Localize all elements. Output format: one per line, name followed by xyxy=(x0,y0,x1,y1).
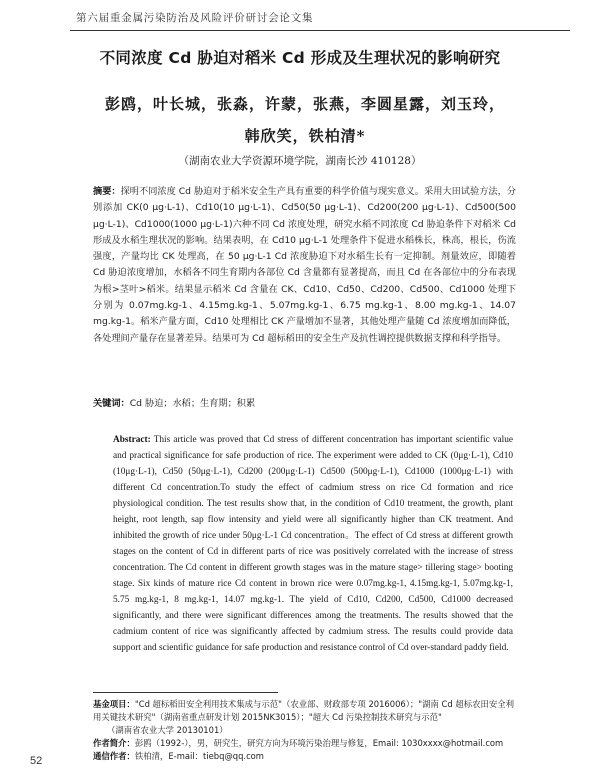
authors-line-1: 彭鸥，叶长城，张淼，许蒙，张燕，李圆星露，刘玉玲， xyxy=(104,95,505,113)
running-header-text: 第六届重金属污染防治及风险评价研讨会论文集 xyxy=(76,12,314,24)
chinese-keywords xyxy=(93,395,516,409)
fund-label: 基金项目： xyxy=(93,699,135,709)
author-footnote xyxy=(93,737,516,750)
contact-email[interactable]: tiebq@qq.com xyxy=(203,751,264,761)
en-abstract-text: This article was proved that Cd stress of different concentration has important scientific value and practical significance for safe production of rice. The experiment were added to CK (0μg·L-1), Cd10 (10μg·L-1), Cd50 (50μg·L-1), Cd200 (200μg·L-1) Cd500 (500μg·L-1), Cd1000 (1000μg·L-1) with different Cd concentration.To study the effect of cadmium stress on rice Cd formation and rice physiological condition. The test results show that, in the condition of Cd10 treatment, the growth, plant height, root length, sap flow intensity and yield were all significantly higher than CK treatment. And inhibited the growth of rice under 50μg·L-1 Cd concentration。The effect of Cd stress at different growth stages on the content of Cd in different parts of rice was positively correlated with the increase of stress concentration. The Cd content in different growth stages was in the mature stage> tillering stage> booting stage. Six kinds of mature rice Cd content in brown rice were 0.07mg.kg-1, 4.15mg.kg-1, 5.07mg.kg-1, 5.75 mg.kg-1, 8 mg.kg-1, 14.07 mg.kg-1. The yield of Cd10, Cd200, Cd500, Cd1000 decreased significantly, and there were significant differences among the treatments. The results showed that the cadmium content of rice was significantly affected by cadmium stress. The results could provide data support and scientific guidance for safe production and resistance control of Cd over-standard paddy field. xyxy=(113,435,513,653)
affiliation: （湖南农业大学资源环境学院，湖南长沙 410128） xyxy=(178,155,422,167)
author-email[interactable]: 1030xxxx@hotmail.com xyxy=(401,738,504,748)
contact-footnote xyxy=(93,750,516,763)
fund-text: "Cd 超标稻田安全利用技术集成与示范"（农业部、财政部专项 2016006）；"湖南 Cd 超标农田安全利用关键技术研究"（湖南省重点研发计划 2015NK3015）；"超大 Cd 污染控制技术研究与示范" xyxy=(93,699,515,722)
header-rule xyxy=(70,30,570,31)
contact-label: 通信作者： xyxy=(93,751,135,761)
cn-abstract-text: 探明不同浓度 Cd 胁迫对于稻米安全生产具有重要的科学价值与现实意义。采用大田试验方法，分别添加 CK(0 μg·L-1)、Cd10(10 μg·L-1)、Cd50(50 μg·L-1)、Cd200(200 μg·L-1)、Cd500(500 μg·L-1)、Cd1000(1000 μg·L-1)六种不同 Cd 浓度处理，研究水稻不同浓度 Cd 胁迫条件下对稻米 Cd 形成及水稻生理状况的影响。结果表明，在 Cd10 μg·L-1 处理条件下促进水稻株长，株高，根长，伤流强度，产量均比 CK 处理高，在 50 μg·L-1 Cd 浓度胁迫下对水稻生长有一定抑制。剂量效应，即随着 Cd 胁迫浓度增加，水稻各不同生育期内各部位 Cd 含量都有显著提高，而且 Cd 在各部位中的分布表现为根>茎叶>稻米。结果显示稻米 Cd 含量在 CK、Cd10、Cd50、Cd200、Cd500、Cd1000 处理下分别为 0.07mg.kg-1、4.15mg.kg-1、5.07mg.kg-1、6.75 mg.kg-1、8.00 mg.kg-1、14.07 mg.kg-1。稻米产量方面，Cd10 处理相比 CK 产量增加不显著，其他处理产量随 Cd 浓度增加而降低，各处理间产量存在显著差异。结果可为 Cd 超标稻田的安全生产及抗性调控提供数据支撑和科学指导。 xyxy=(93,186,516,344)
contact-text: 铁柏清，E-mail： xyxy=(134,751,204,761)
author-list xyxy=(100,88,510,152)
cn-abstract-label: 摘要： xyxy=(93,186,121,197)
running-header xyxy=(0,0,600,34)
cn-keywords-label: 关键词： xyxy=(93,398,130,409)
english-abstract xyxy=(113,432,513,656)
fund-tail: （湖南省农业大学 20130101） xyxy=(107,725,228,735)
fund-footnote xyxy=(93,698,516,724)
authors-line-2: 韩欣笑，铁柏清* xyxy=(244,127,366,145)
footnotes xyxy=(93,698,516,763)
footnote-rule xyxy=(93,692,278,693)
page-number: 52 xyxy=(30,755,43,767)
author-text: 彭鸥（1992-），男，研究生，研究方向为环境污染治理与修复，Email: xyxy=(134,738,402,748)
chinese-abstract xyxy=(93,184,516,347)
cn-keywords-text: Cd 胁迫；水稻；生育期；积累 xyxy=(129,398,256,409)
paper-title: 不同浓度 Cd 胁迫对稻米 Cd 形成及生理状况的影响研究 xyxy=(99,49,501,67)
en-abstract-label: Abstract: xyxy=(113,435,151,445)
author-label: 作者简介： xyxy=(93,738,135,748)
